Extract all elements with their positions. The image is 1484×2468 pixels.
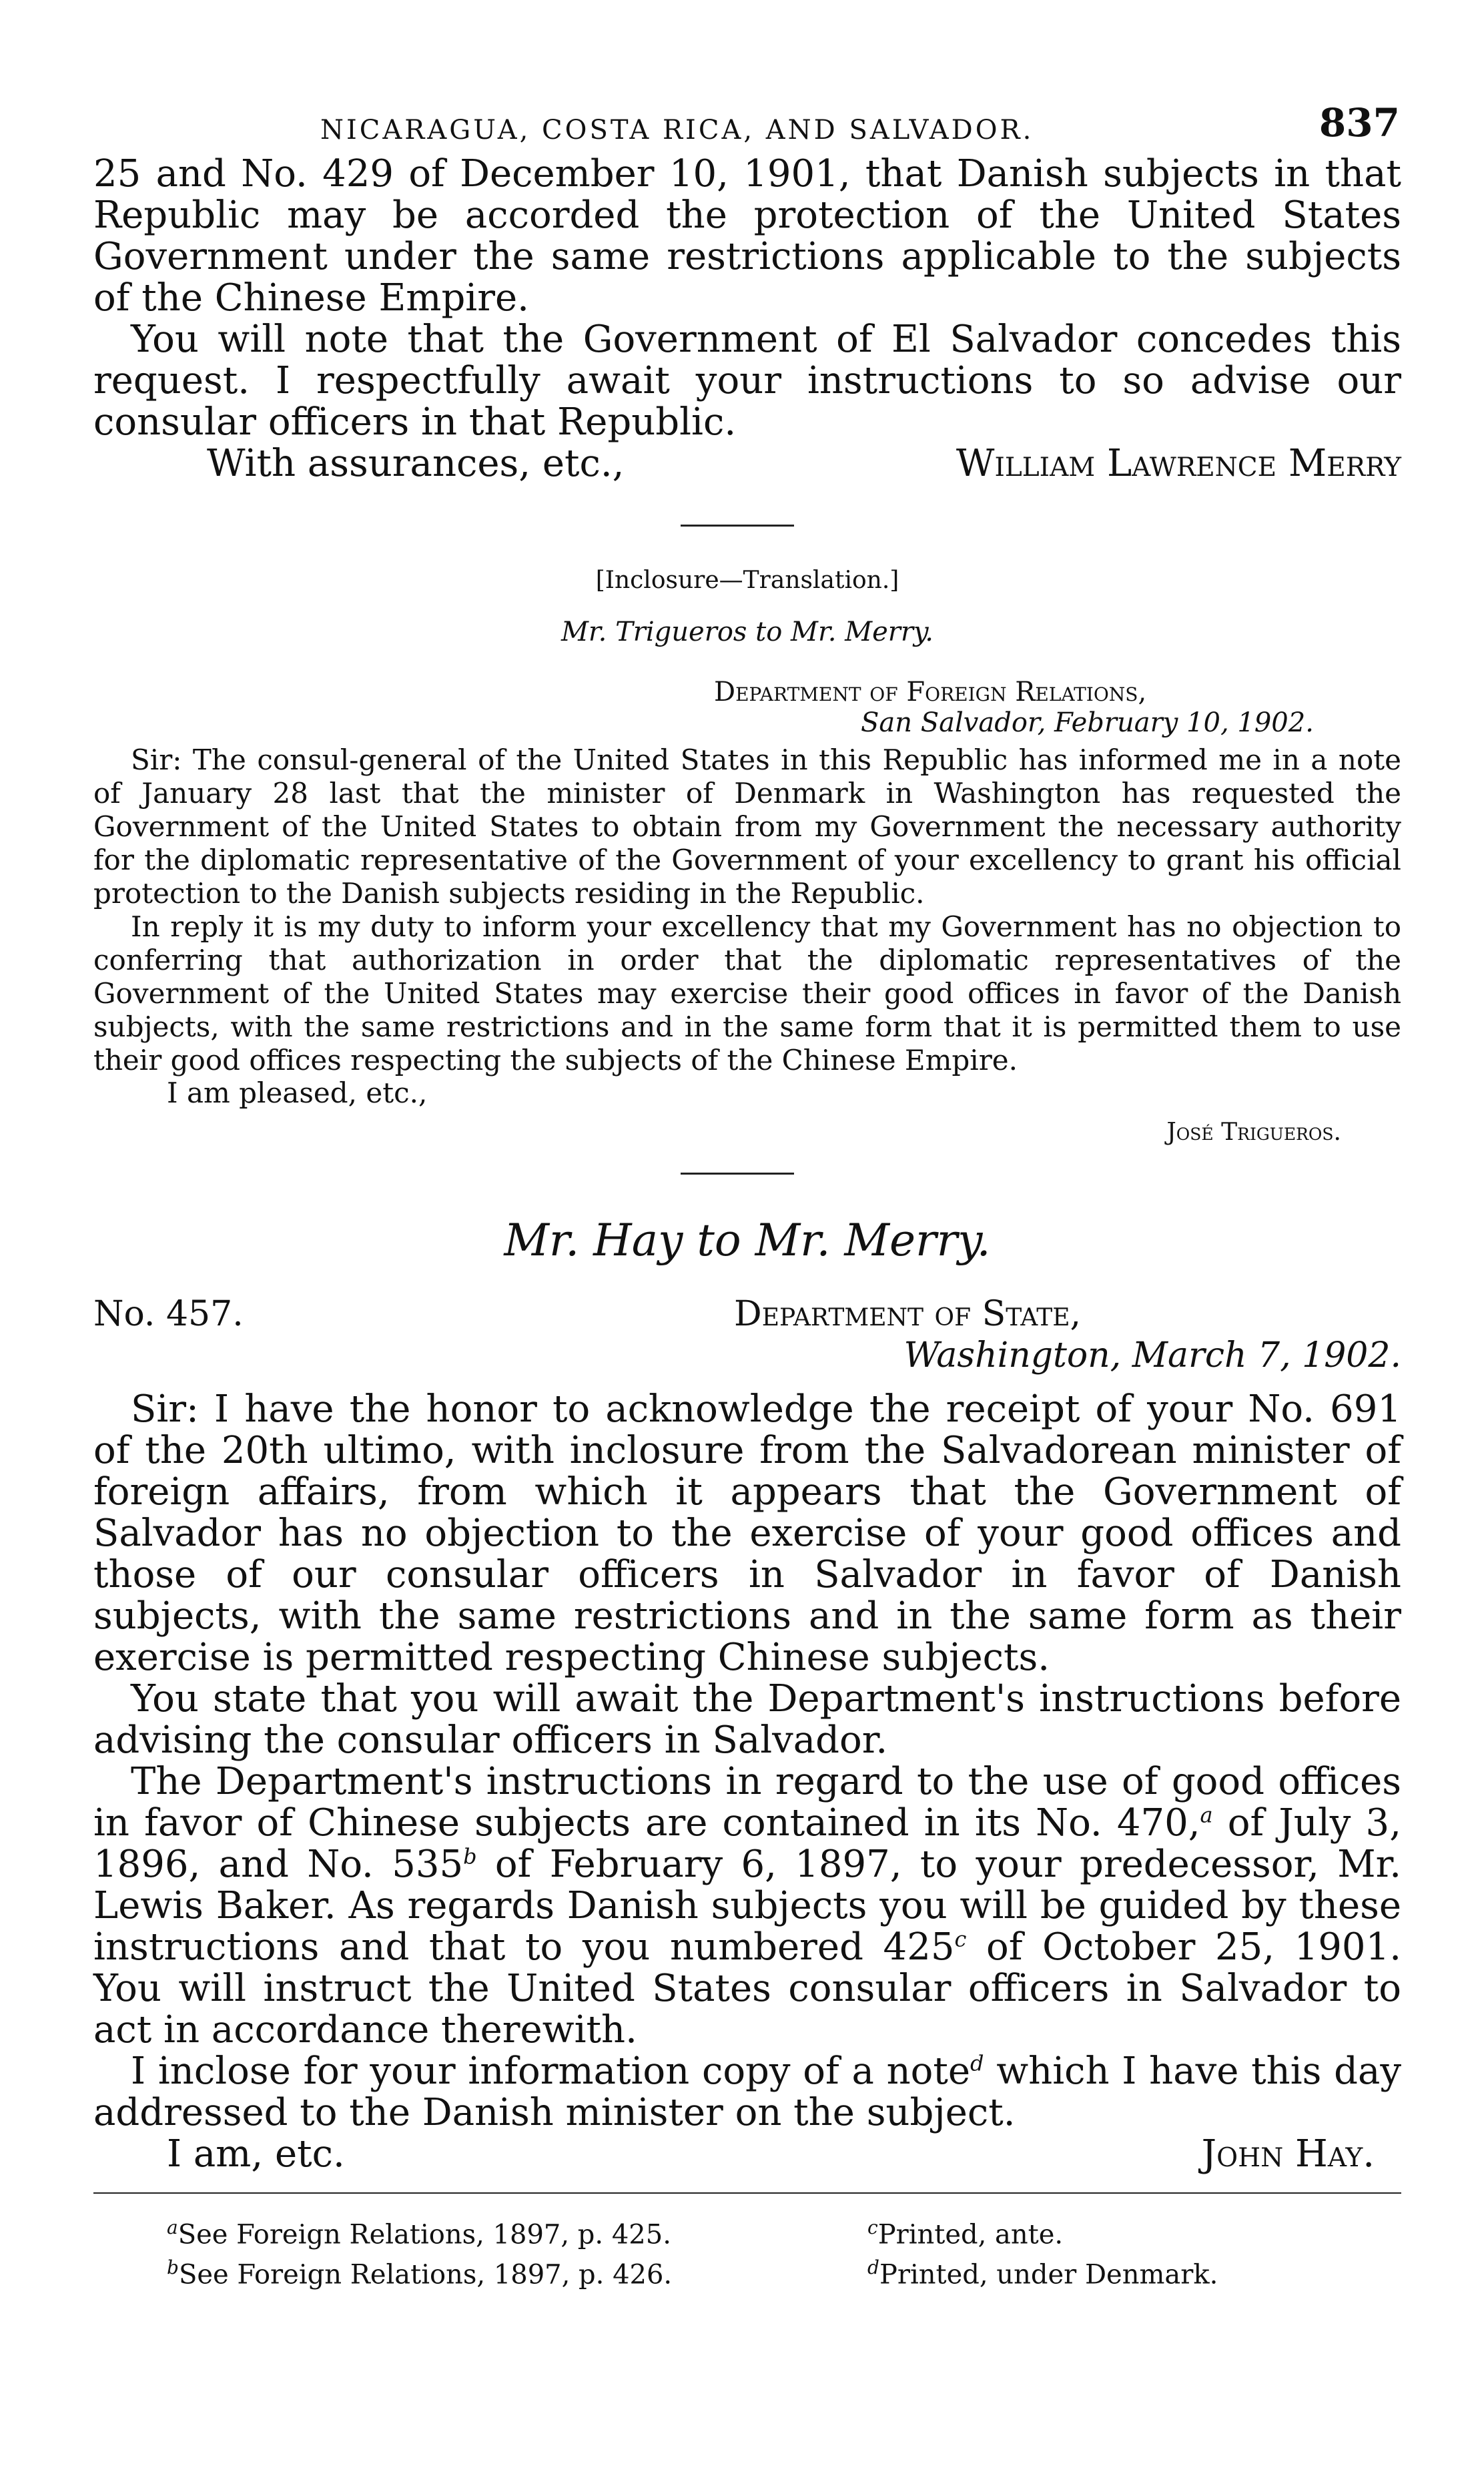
footnote: $^d$Printed, under Denmark. — [867, 2256, 1218, 2290]
section-divider — [681, 525, 794, 527]
paragraph: The Department's instructions in regard to the use of good offices in favor of Chinese subjects are contained in its No. 470,$^a$ of July 3, 1896, and No. 535$^b$ of February 6, 1897, to your predecessor, Mr. Lewis Baker. As regards Danish subjects you will be guided by these instructions and that to you numbered 425$^c$ of October 25, 1901. You will instruct the United States consular officers in Salvador to act in accordance therewith. — [93, 1760, 1402, 2052]
paragraph: Sir: I have the honor to acknowledge the receipt of your No. 691 of the 20th ultimo, with inclosure from the Salvadorean minister of foreign affairs, from which it appears that the Government of Salvador has no objection to the exercise of your good offices and those of our consular officers in Salvador in favor of Danish subjects, with the same restrictions and in the same form as their exercise is permitted respecting Chinese subjects. — [93, 1387, 1401, 1679]
paragraph: You will note that the Government of El Salvador concedes this request. I respectfully await your instructions to so advise our consular officers in that Republic. — [93, 318, 1401, 444]
letter-heading: Mr. Hay to Mr. Merry. — [504, 1215, 991, 1266]
footnote-ref: c — [954, 1926, 967, 1952]
signature: José Trigueros. — [1166, 1119, 1341, 1146]
footnote: $^c$Printed, ante. — [867, 2216, 1064, 2250]
closing: I am, etc. — [167, 2132, 345, 2176]
footnote-ref: d — [970, 2050, 984, 2076]
closing-row — [93, 443, 1401, 486]
place-date: San Salvador, February 10, 1902. — [861, 707, 1314, 738]
closing: I am pleased, etc., — [167, 1076, 428, 1109]
inclosure-heading: Mr. Trigueros to Mr. Merry. — [561, 617, 934, 647]
footnotes — [93, 2211, 1401, 2291]
footnote-ref: b — [463, 1843, 477, 1869]
footnote-column — [867, 2211, 1218, 2292]
footnote-rule — [93, 2192, 1401, 2194]
paragraph: In reply it is my duty to inform your excellency that my Government has no objection to conferring that authorization in order that the diplomatic representatives of the Government of the United States may exercise their good offices in favor of the Danish subjects, with the same restrictions and in the same form that it is permitted them to use their good offices respecting the subjects of the Chinese Empire. — [93, 910, 1401, 1076]
place-date: Washington, March 7, 1902. — [903, 1335, 1401, 1375]
section-divider — [681, 1173, 794, 1175]
paragraph: I inclose for your information copy of a note$^d$ which I have this day addressed to the Danish minister on the subject. — [93, 2050, 1401, 2134]
running-head — [93, 100, 1401, 153]
letter-merry-continuation — [93, 153, 1401, 486]
footnote-column — [167, 2211, 672, 2292]
department-name: Department of State, — [734, 1294, 1082, 1334]
closing-row — [93, 2134, 1401, 2176]
paragraph: Sir: The consul-general of the United States in this Republic has informed me in a note of January 28 last that the minister of Denmark in Washington has requested the Government of the United States to obtain from my Government the necessary authority for the diplomatic representative of the Government of your excellency to grant his official protection to the Danish subjects residing in the Republic. — [93, 743, 1401, 910]
paragraph: You state that you will await the Department's instructions before advising the consular officers in Salvador. — [93, 1677, 1401, 1762]
page-number: 837 — [1319, 100, 1400, 145]
letter-dateline — [93, 1294, 1401, 1379]
closing: With assurances, etc., — [207, 442, 625, 485]
running-title: NICARAGUA, COSTA RICA, AND SALVADOR. — [320, 115, 1034, 145]
signature: John Hay. — [1201, 2132, 1375, 2176]
footnote: $^a$See Foreign Relations, 1897, p. 425. — [167, 2216, 671, 2250]
inclosure-body — [93, 743, 1401, 1077]
footnote-ref: a — [1200, 1802, 1213, 1828]
department-name: Department of Foreign Relations, — [714, 677, 1147, 707]
signature: William Lawrence Merry — [956, 442, 1401, 485]
inclosure-caption: [Inclosure—Translation.] — [595, 567, 899, 594]
paragraph: 25 and No. 429 of December 10, 1901, that Danish subjects in that Republic may be accorded the protection of the United States Government under the same restrictions applicable to the subjects of the Chinese Empire. — [93, 152, 1401, 320]
letter-hay-body — [93, 1389, 1401, 2176]
letter-number: No. 457. — [93, 1294, 244, 1334]
inclosure-dateline — [93, 677, 1401, 738]
footnote: $^b$See Foreign Relations, 1897, p. 426. — [167, 2256, 673, 2290]
document-page — [93, 100, 1401, 2291]
